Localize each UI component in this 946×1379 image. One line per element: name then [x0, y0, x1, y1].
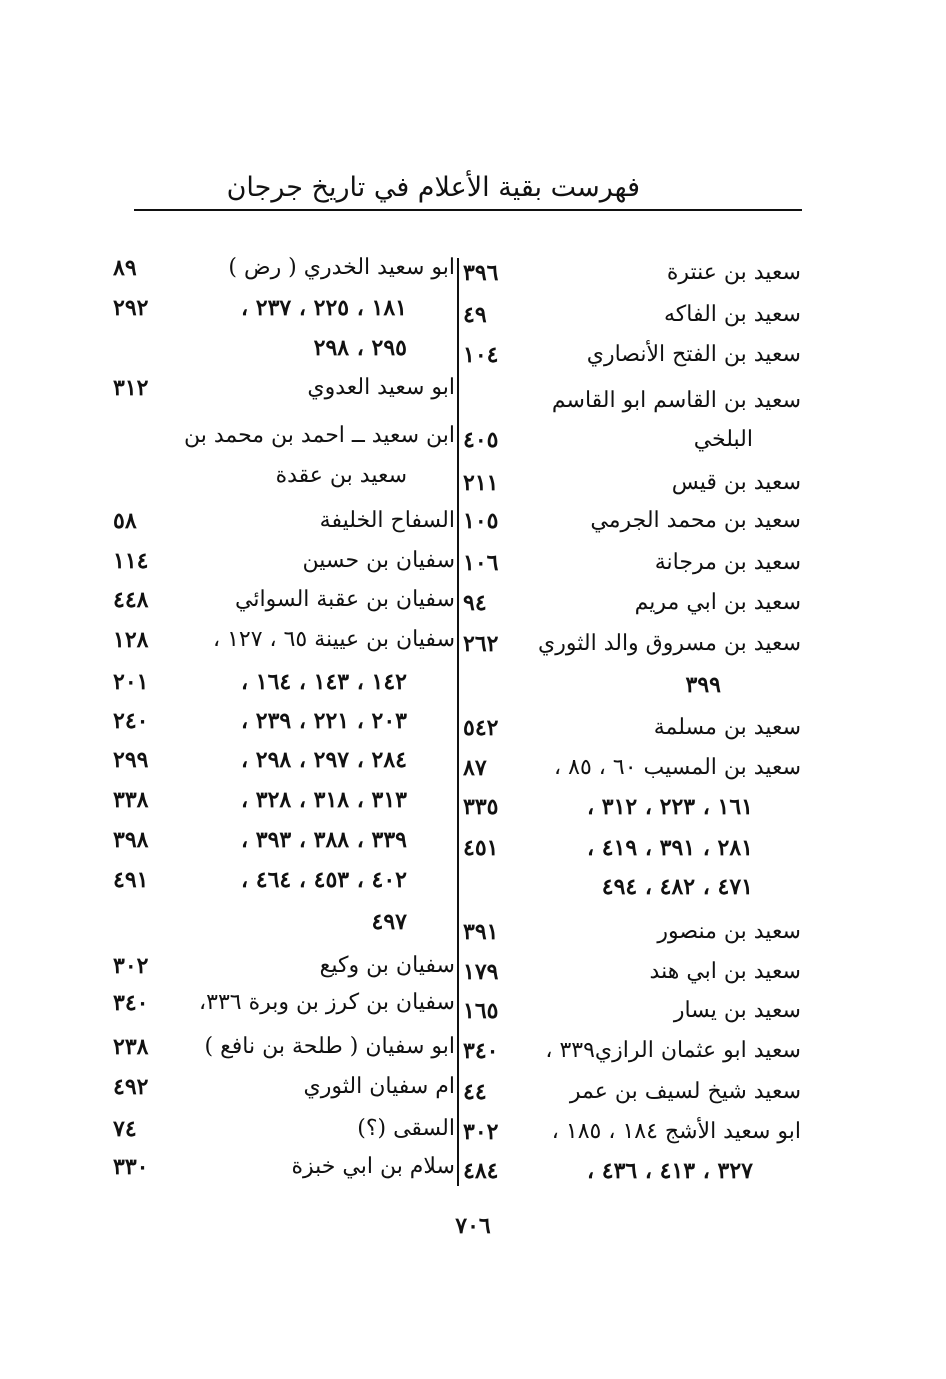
entry-pages: ٤٩	[463, 302, 487, 328]
entry-pages: ١٢٨	[113, 627, 149, 653]
entry-pages: ٢٦٢	[463, 631, 499, 657]
entry-pages: ٥٨	[113, 508, 137, 534]
entry-name: سعيد بن مسروق والد الثوري	[538, 631, 801, 656]
entry-name: سعيد بن قيس	[671, 470, 801, 495]
entry-pages: ٣٠٢	[113, 953, 149, 979]
entry-pages: ٣٤٠	[463, 1038, 499, 1064]
entry-name: ٤٩٧	[371, 909, 407, 935]
entry-pages: ٣٩١	[463, 919, 499, 945]
entry-name: سعيد شيخ لسيف بن عمر	[569, 1079, 801, 1104]
index-entry	[113, 582, 455, 618]
index-entry-continuation	[113, 862, 455, 898]
index-entry	[113, 543, 455, 579]
entry-name: ام سفيان الثوري	[303, 1074, 455, 1099]
index-entry-continuation	[463, 789, 801, 825]
entry-pages: ٣٩٦	[463, 260, 499, 286]
entry-name: سعيد بن محمد الجرمي	[590, 508, 801, 533]
index-entry-continuation	[113, 904, 455, 940]
entry-name: سعيد ابو عثمان الرازي٣٣٩ ،	[545, 1038, 801, 1063]
entry-name: سلام بن ابي خبزة	[291, 1154, 455, 1179]
index-entry	[113, 1149, 455, 1185]
entry-name: ٤٠٢ ، ٤٥٣ ، ٤٦٤ ،	[241, 867, 407, 893]
entry-pages: ٤٤٨	[113, 587, 149, 613]
entry-pages: ٢٤٠	[113, 708, 149, 734]
index-entry	[113, 948, 455, 984]
entry-name: ١٨١ ، ٢٢٥ ، ٢٣٧ ،	[241, 295, 407, 321]
entry-name: ٣٣٩ ، ٣٨٨ ، ٣٩٣ ،	[241, 827, 407, 853]
entry-pages: ٢٩٢	[113, 295, 149, 321]
index-entry	[463, 337, 801, 373]
index-entry	[113, 418, 455, 454]
entry-name: ابن سعيد ــ احمد بن محمد بن	[183, 423, 455, 448]
entry-name: البلخي	[693, 427, 753, 452]
entry-name: ٣١٣ ، ٣١٨ ، ٣٢٨ ،	[241, 787, 407, 813]
entry-pages: ٢٠١	[113, 669, 149, 695]
index-entry-continuation	[113, 782, 455, 818]
entry-name: ابو سعيد الخدري ( رض )	[228, 255, 455, 280]
entry-name: سفيان بن عقبة السوائي	[235, 587, 455, 612]
entry-name: سفيان بن عيينة ٦٥ ، ١٢٧ ،	[212, 627, 455, 652]
index-entry-continuation	[113, 703, 455, 739]
entry-pages: ٣٤٠	[113, 990, 149, 1016]
entry-pages: ٣٣٠	[113, 1154, 149, 1180]
page-title: فهرست بقية الأعلام في تاريخ جرجان	[226, 172, 640, 203]
entry-name: سعيد بن القاسم ابو القاسم	[551, 388, 801, 413]
entry-name: سعيد بن ابي مريم	[634, 590, 801, 615]
index-entry	[463, 255, 801, 291]
entry-pages: ٢١١	[463, 470, 499, 496]
index-entry-continuation	[113, 664, 455, 700]
entry-pages: ٨٩	[113, 255, 137, 281]
entry-pages: ٥٤٢	[463, 715, 499, 741]
index-entry	[113, 1029, 455, 1065]
index-entry	[463, 545, 801, 581]
index-entry-continuation	[463, 1153, 801, 1189]
entry-pages: ٢٩٩	[113, 747, 149, 773]
page-number: ٧٠٦	[455, 1213, 491, 1239]
index-entry-continuation	[463, 830, 801, 866]
entry-name: سفيان بن كرز بن وبرة ٣٣٦،	[199, 990, 455, 1015]
entry-name: ٢٠٣ ، ٢٢١ ، ٢٣٩ ،	[241, 708, 407, 734]
index-entry	[463, 1033, 801, 1069]
entry-pages: ٤٩٢	[113, 1074, 149, 1100]
index-entry-continuation	[463, 422, 801, 458]
entry-pages: ٧٤	[113, 1116, 137, 1142]
index-entry	[463, 465, 801, 501]
index-entry	[113, 985, 455, 1021]
entry-name: سفيان بن حسين	[302, 548, 455, 573]
entry-name: سفيان بن وكيع	[319, 953, 455, 978]
entry-name: سعيد بن الفاكه	[663, 302, 801, 327]
index-entry	[113, 250, 455, 286]
index-entry	[113, 503, 455, 539]
column-divider	[457, 258, 459, 1186]
index-entry	[463, 993, 801, 1029]
index-entry	[463, 1074, 801, 1110]
entry-pages: ٤٥١	[463, 835, 499, 861]
index-entry-continuation	[113, 330, 455, 366]
entry-name: سعيد بن عقدة	[275, 463, 407, 488]
entry-name: ابو سعيد الأشج ١٨٤ ، ١٨٥ ،	[551, 1119, 801, 1144]
index-entry-continuation	[463, 869, 801, 905]
index-entry	[463, 954, 801, 990]
index-entry	[463, 503, 801, 539]
index-entry	[463, 626, 801, 662]
index-entry	[463, 383, 801, 419]
entry-pages: ٨٧	[463, 755, 487, 781]
entry-name: سعيد بن يسار	[673, 998, 801, 1023]
index-entry-continuation	[113, 742, 455, 778]
entry-name: ٣٩٩	[685, 672, 721, 698]
index-entry	[463, 585, 801, 621]
entry-name: ٢٨٤ ، ٢٩٧ ، ٢٩٨ ،	[241, 747, 407, 773]
entry-name: ابو سفيان ( طلحة بن نافع )	[204, 1034, 455, 1059]
entry-pages: ٢٣٨	[113, 1034, 149, 1060]
entry-name: ٣٢٧ ، ٤١٣ ، ٤٣٦ ،	[587, 1158, 753, 1184]
entry-name: سعيد بن منصور	[657, 919, 801, 944]
entry-pages: ١٠٥	[463, 508, 499, 534]
entry-pages: ٤٨٤	[463, 1158, 499, 1184]
entry-pages: ١٦٥	[463, 998, 499, 1024]
entry-pages: ٤٩١	[113, 867, 149, 893]
entry-name: السقى (؟)	[357, 1116, 455, 1141]
entry-name: ٤٧١ ، ٤٨٢ ، ٤٩٤	[601, 874, 753, 900]
entry-pages: ٣١٢	[113, 375, 149, 401]
entry-name: سعيد بن مرجانة	[654, 550, 801, 575]
entry-pages: ٣٩٨	[113, 827, 149, 853]
index-entry	[113, 370, 455, 406]
entry-pages: ١٠٤	[463, 342, 499, 368]
entry-pages: ١١٤	[113, 548, 149, 574]
entry-name: ٢٩٥ ، ٢٩٨	[313, 335, 407, 361]
entry-pages: ٣٠٢	[463, 1119, 499, 1145]
index-entry	[463, 297, 801, 333]
entry-pages: ٩٤	[463, 590, 487, 616]
entry-name: سعيد بن المسيب ٦٠ ، ٨٥ ،	[554, 755, 801, 780]
entry-pages: ٣٣٨	[113, 787, 149, 813]
index-entry	[113, 1111, 455, 1147]
entry-pages: ١٧٩	[463, 959, 499, 985]
index-entry	[113, 1069, 455, 1105]
entry-name: ١٤٢ ، ١٤٣ ، ١٦٤ ،	[241, 669, 407, 695]
index-entry-continuation	[113, 458, 455, 494]
entry-name: ١٦١ ، ٢٢٣ ، ٣١٢ ،	[587, 794, 753, 820]
index-entry-continuation	[113, 290, 455, 326]
entry-name: ابو سعيد العدوي	[307, 375, 455, 400]
index-entry	[463, 914, 801, 950]
index-entry	[463, 750, 801, 786]
entry-name: سعيد بن الفتح الأنصاري	[586, 342, 801, 367]
entry-pages: ٤٤	[463, 1079, 487, 1105]
title-rule	[134, 209, 802, 211]
index-entry	[113, 622, 455, 658]
index-entry	[463, 710, 801, 746]
entry-name: ٢٨١ ، ٣٩١ ، ٤١٩ ،	[587, 835, 753, 861]
entry-pages: ٣٣٥	[463, 794, 499, 820]
entry-name: سعيد بن مسلمة	[653, 715, 801, 740]
entry-pages: ١٠٦	[463, 550, 499, 576]
entry-name: سعيد بن ابي هند	[649, 959, 801, 984]
entry-pages: ٤٠٥	[463, 427, 499, 453]
index-entry-continuation	[463, 667, 801, 703]
entry-name: سعيد بن عنترة	[666, 260, 801, 285]
index-entry	[463, 1114, 801, 1150]
index-entry-continuation	[113, 822, 455, 858]
entry-name: السفاح الخليفة	[319, 508, 455, 533]
